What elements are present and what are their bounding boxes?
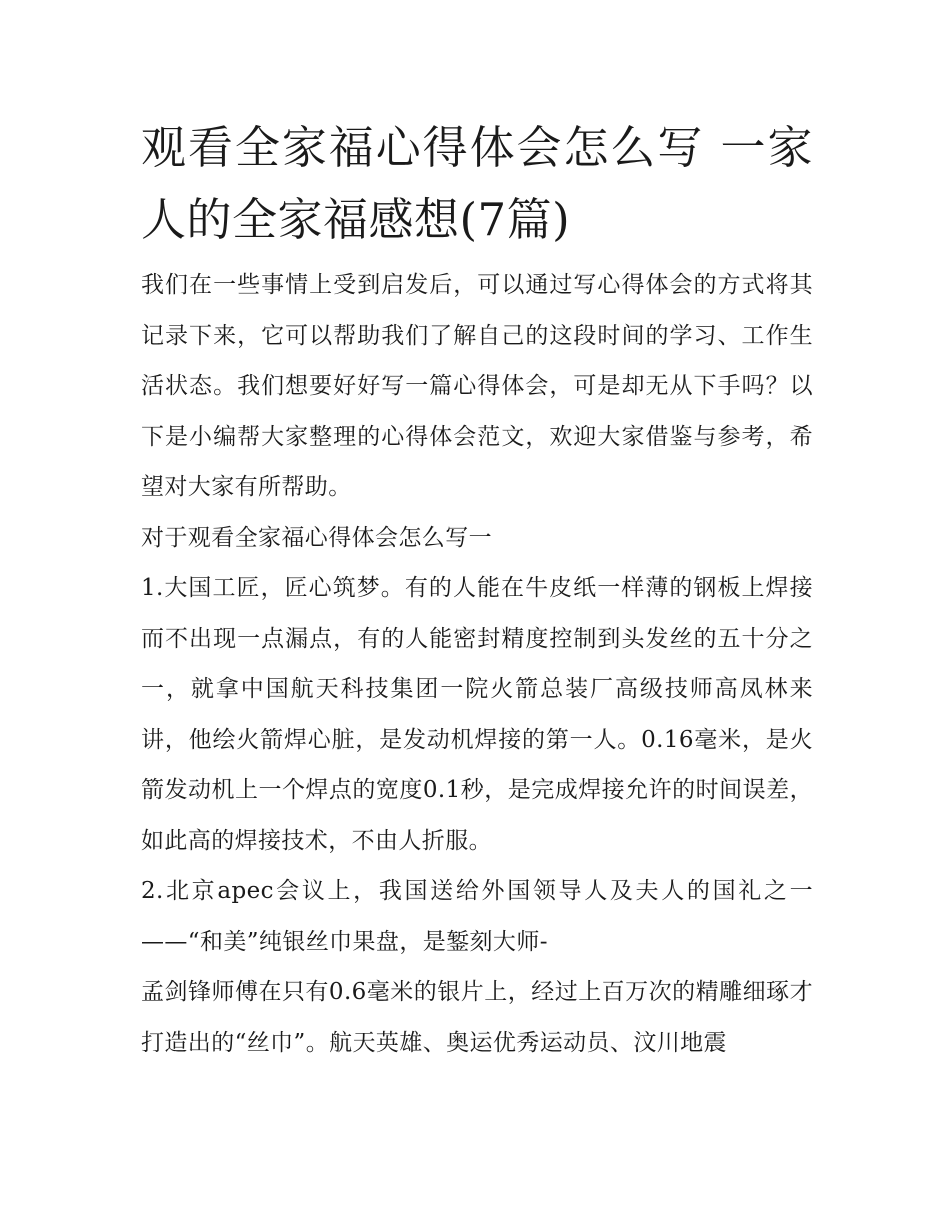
body-paragraph-3: 孟剑锋师傅在只有0.6毫米的银片上，经过上百万次的精雕细琢才打造出的“丝巾”。航天英雄、奥运优秀运动员、汶川地震: [141, 979, 813, 1056]
document-body: [141, 112, 813, 1068]
body-paragraph-1: 1.大国工匠，匠心筑梦。有的人能在牛皮纸一样薄的钢板上焊接而不出现一点漏点，有的人能密封精度控制到头发丝的五十分之一，就拿中国航天科技集团一院火箭总装厂高级技师高凤林来讲，他绘火箭焊心脏，是发动机焊接的第一人。0.16毫米，是火箭发动机上一个焊点的宽度0.1秒，是完成焊接允许的时间误差，如此高的焊接技术，不由人折服。: [141, 575, 813, 854]
body-paragraph-2: 2.北京apec会议上，我国送给外国领导人及夫人的国礼之一——“和美”纯银丝巾果盘，是錾刻大师-: [141, 878, 813, 955]
section-heading: 对于观看全家福心得体会怎么写一: [141, 524, 492, 551]
intro-paragraph: 我们在一些事情上受到启发后，可以通过写心得体会的方式将其记录下来，它可以帮助我们了解自己的这段时间的学习、工作生活状态。我们想要好好写一篇心得体会，可是却无从下手吗？以下是小编帮大家整理的心得体会范文，欢迎大家借鉴与参考，希望对大家有所帮助。: [141, 272, 813, 500]
document-title: 观看全家福心得体会怎么写 一家人的全家福感想(7篇): [141, 121, 813, 246]
